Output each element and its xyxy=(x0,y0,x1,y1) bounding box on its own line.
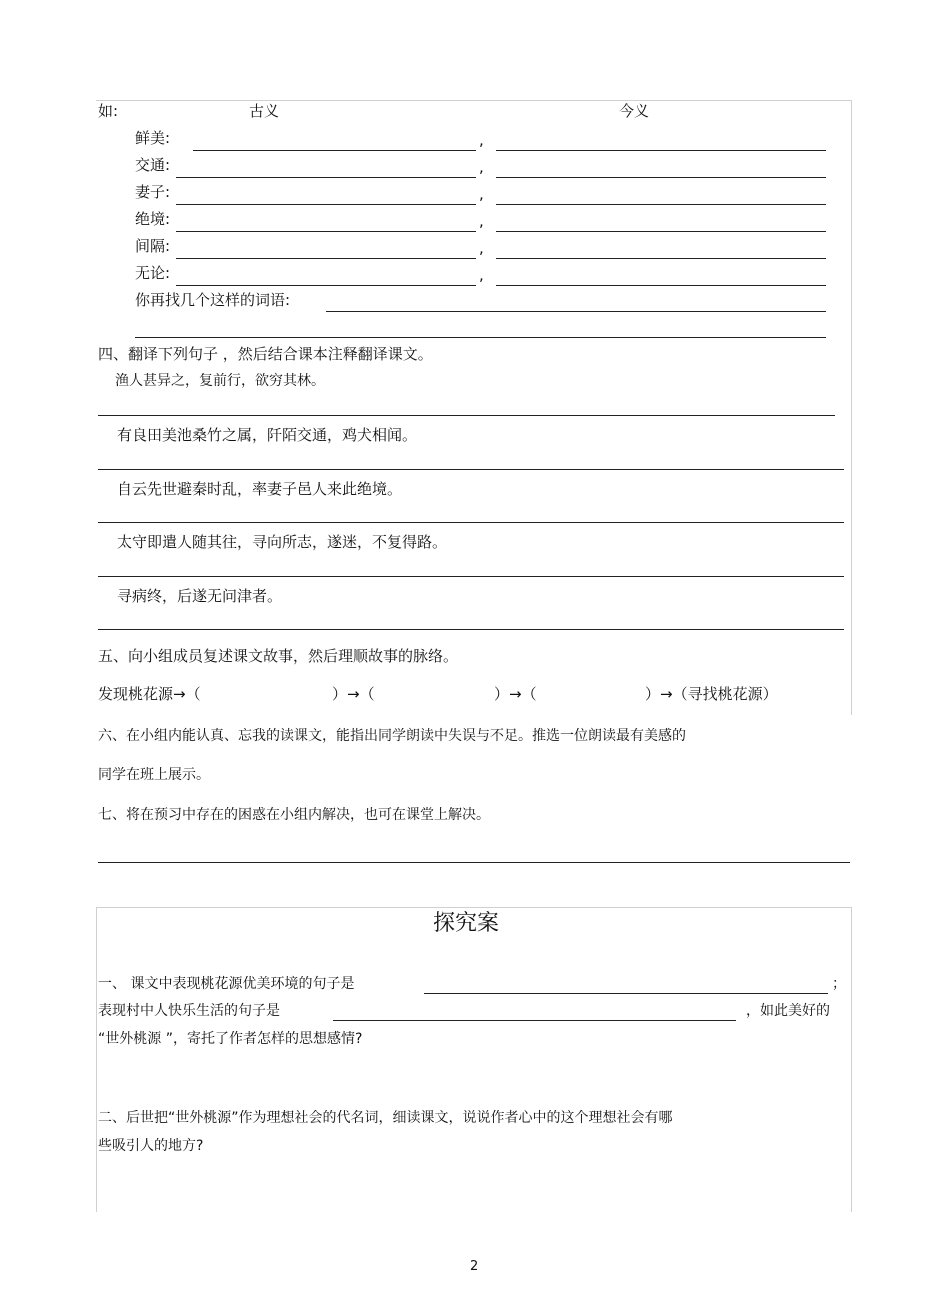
section6-line2: 同学在班上展示。 xyxy=(98,767,210,783)
ancient-blank[interactable] xyxy=(176,258,476,259)
section7-text: 七、将在预习中存在的困惑在小组内解决，也可在课堂上解决。 xyxy=(98,807,490,823)
translation-blank[interactable] xyxy=(98,629,844,630)
q1-part3: ，如此美好的 xyxy=(746,1003,830,1019)
flow-start: 发现桃花源→（ xyxy=(98,685,201,703)
section5-heading: 五、向小组成员复述课文故事，然后理顺故事的脉络。 xyxy=(98,647,459,665)
modern-header: 今义 xyxy=(619,102,650,120)
q2-line2: 些吸引人的地方? xyxy=(98,1138,204,1154)
flow-arrow-2: ）→（ xyxy=(494,685,537,703)
frame-top-explore xyxy=(96,907,852,908)
translation-blank[interactable] xyxy=(98,576,844,577)
translation-blank[interactable] xyxy=(98,469,844,470)
ancient-blank[interactable] xyxy=(193,150,476,151)
sentence-2: 有良田美池桑竹之属，阡陌交通，鸡犬相闻。 xyxy=(117,426,418,444)
sentence-1: 渔人甚异之，复前行，欲穷其林。 xyxy=(115,373,325,389)
comma: , xyxy=(479,239,484,257)
frame-top xyxy=(96,100,852,101)
frame-right-top xyxy=(851,100,852,715)
sentence-3: 自云先世避秦时乱，率妻子邑人来此绝境。 xyxy=(117,480,403,498)
modern-blank[interactable] xyxy=(496,150,826,151)
ancient-header: 古义 xyxy=(249,102,280,120)
comma: , xyxy=(479,158,484,176)
q1-blank-1[interactable] xyxy=(424,993,828,994)
term-label: 无论: xyxy=(135,264,171,282)
modern-blank[interactable] xyxy=(496,285,826,286)
frame-left-explore xyxy=(96,907,97,1212)
vocab-prefix: 如: xyxy=(98,102,119,120)
comma: , xyxy=(479,131,484,149)
section4-heading: 四、翻译下列句子 ，然后结合课本注释翻译课文。 xyxy=(98,345,433,363)
sentence-4: 太守即遣人随其往，寻向所志，遂迷，不复得路。 xyxy=(117,533,448,551)
section6-line1: 六、在小组内能认真、忘我的读课文，能指出同学朗读中失误与不足。推选一位朗读最有美感的 xyxy=(98,728,686,744)
term-label: 绝境: xyxy=(135,210,171,228)
comma: , xyxy=(479,266,484,284)
more-words-blank-2[interactable] xyxy=(135,337,826,338)
q1-part4: “世外桃源 ”，寄托了作者怎样的思想感情? xyxy=(98,1031,363,1047)
sentence-5: 寻病终，后遂无问津者。 xyxy=(117,587,283,605)
modern-blank[interactable] xyxy=(496,204,826,205)
flow-arrow-1: ）→（ xyxy=(332,685,375,703)
q1-part2: 表现村中人快乐生活的句子是 xyxy=(98,1003,280,1019)
modern-blank[interactable] xyxy=(496,177,826,178)
term-label: 间隔: xyxy=(135,237,171,255)
q1-semicolon: ； xyxy=(832,976,846,992)
q1-part1: 一、 课文中表现桃花源优美环境的句子是 xyxy=(98,976,355,992)
ancient-blank[interactable] xyxy=(176,231,476,232)
flow-end: ）→（寻找桃花源） xyxy=(645,685,778,703)
ancient-blank[interactable] xyxy=(176,177,476,178)
explore-title: 探究案 xyxy=(433,911,500,936)
modern-blank[interactable] xyxy=(496,258,826,259)
ancient-blank[interactable] xyxy=(176,285,476,286)
translation-blank[interactable] xyxy=(98,522,844,523)
comma: , xyxy=(479,212,484,230)
term-label: 鲜美: xyxy=(135,129,171,147)
comma: , xyxy=(479,185,484,203)
term-label: 妻子: xyxy=(135,183,171,201)
more-words-prompt: 你再找几个这样的词语: xyxy=(135,291,291,309)
frame-right-explore xyxy=(851,907,852,1212)
translation-blank[interactable] xyxy=(98,415,835,416)
modern-blank[interactable] xyxy=(496,231,826,232)
term-label: 交通: xyxy=(135,156,171,174)
q2-line1: 二、后世把“世外桃源”作为理想社会的代名词，细读课文，说说作者心中的这个理想社会有哪 xyxy=(98,1110,673,1126)
ancient-blank[interactable] xyxy=(176,204,476,205)
q1-blank-2[interactable] xyxy=(333,1020,736,1021)
section7-blank[interactable] xyxy=(98,862,850,863)
page-number: 2 xyxy=(470,1259,479,1274)
more-words-blank[interactable] xyxy=(326,311,826,312)
